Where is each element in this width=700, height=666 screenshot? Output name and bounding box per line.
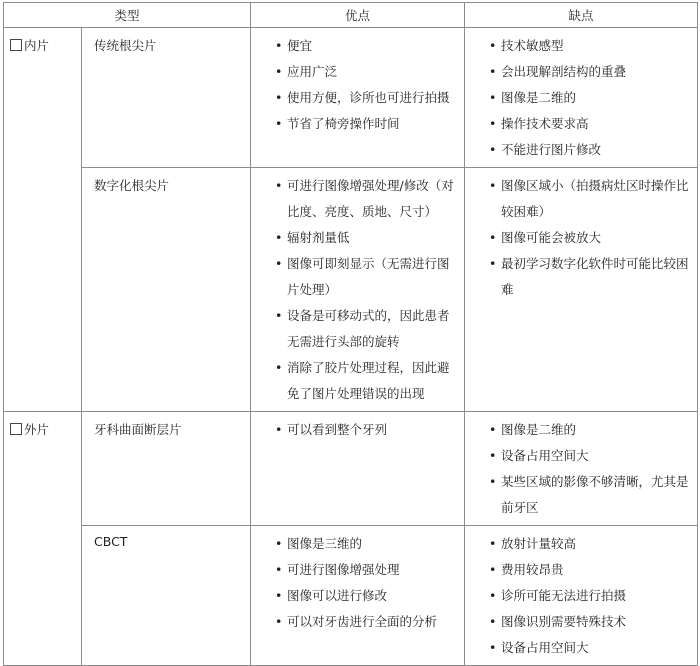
list-item: • 可以对牙齿进行全面的分析 (275, 609, 458, 635)
group-label: 外片 (24, 422, 50, 437)
list-item: • 图像识别需要特殊技术 (489, 609, 691, 635)
list-item: • 消除了胶片处理过程，因此避免了图片处理错误的出现 (275, 355, 458, 407)
list-item: • 节省了椅旁操作时间 (275, 111, 458, 137)
list-item: • 最初学习数字化软件时可能比较困难 (489, 251, 691, 303)
list-item: • 会出现解剖结构的重叠 (489, 59, 691, 85)
list-item: • 可进行图像增强处理/修改（对比度、亮度、质地、尺寸） (275, 173, 458, 225)
list-item: • 辐射剂量低 (275, 225, 458, 251)
list-item: • 应用广泛 (275, 59, 458, 85)
list-item: • 设备占用空间大 (489, 635, 691, 661)
checkbox-icon (10, 39, 22, 51)
type-cell: 传统根尖片 (82, 28, 251, 168)
cons-list (465, 526, 697, 665)
list-item: • 可进行图像增强处理 (275, 557, 458, 583)
cons-list (465, 28, 697, 167)
type-cell: 牙科曲面断层片 (82, 412, 251, 526)
table-row (4, 168, 698, 412)
list-item: • 图像是二维的 (489, 417, 691, 443)
cons-cell (465, 28, 698, 168)
pros-cell (251, 412, 465, 526)
list-item: • 图像是三维的 (275, 531, 458, 557)
group-cell (4, 28, 82, 412)
pros-cell (251, 526, 465, 666)
pros-list (251, 526, 464, 639)
list-item: • 图像可即刻显示（无需进行图片处理） (275, 251, 458, 303)
pros-cell (251, 28, 465, 168)
list-item: • 设备占用空间大 (489, 443, 691, 469)
list-item: • 费用较昂贵 (489, 557, 691, 583)
group-label: 内片 (24, 38, 50, 53)
comparison-table (3, 2, 698, 666)
type-cell: 数字化根尖片 (82, 168, 251, 412)
cons-list (465, 412, 697, 525)
table-row (4, 412, 698, 526)
list-item: • 某些区域的影像不够清晰，尤其是前牙区 (489, 469, 691, 521)
cons-cell (465, 412, 698, 526)
list-item: • 图像可以进行修改 (275, 583, 458, 609)
pros-list (251, 412, 464, 447)
group-cell (4, 412, 82, 666)
cons-cell (465, 526, 698, 666)
type-cell: CBCT (82, 526, 251, 666)
table-row (4, 28, 698, 168)
header-cons: 缺点 (465, 3, 698, 28)
cons-cell (465, 168, 698, 412)
list-item: • 图像是二维的 (489, 85, 691, 111)
list-item: • 诊所可能无法进行拍摄 (489, 583, 691, 609)
list-item: • 设备是可移动式的，因此患者无需进行头部的旋转 (275, 303, 458, 355)
list-item: • 使用方便，诊所也可进行拍摄 (275, 85, 458, 111)
pros-list (251, 28, 464, 141)
list-item: • 图像区域小（拍摄病灶区时操作比较困难） (489, 173, 691, 225)
list-item: • 图像可能会被放大 (489, 225, 691, 251)
checkbox-icon (10, 423, 22, 435)
header-row (4, 3, 698, 28)
list-item: • 便宜 (275, 33, 458, 59)
list-item: • 放射计量较高 (489, 531, 691, 557)
pros-cell (251, 168, 465, 412)
table-row (4, 526, 698, 666)
header-pros: 优点 (251, 3, 465, 28)
list-item: • 可以看到整个牙列 (275, 417, 458, 443)
cons-list (465, 168, 697, 307)
list-item: • 操作技术要求高 (489, 111, 691, 137)
list-item: • 技术敏感型 (489, 33, 691, 59)
list-item: • 不能进行图片修改 (489, 137, 691, 163)
header-type: 类型 (4, 3, 251, 28)
pros-list (251, 168, 464, 411)
